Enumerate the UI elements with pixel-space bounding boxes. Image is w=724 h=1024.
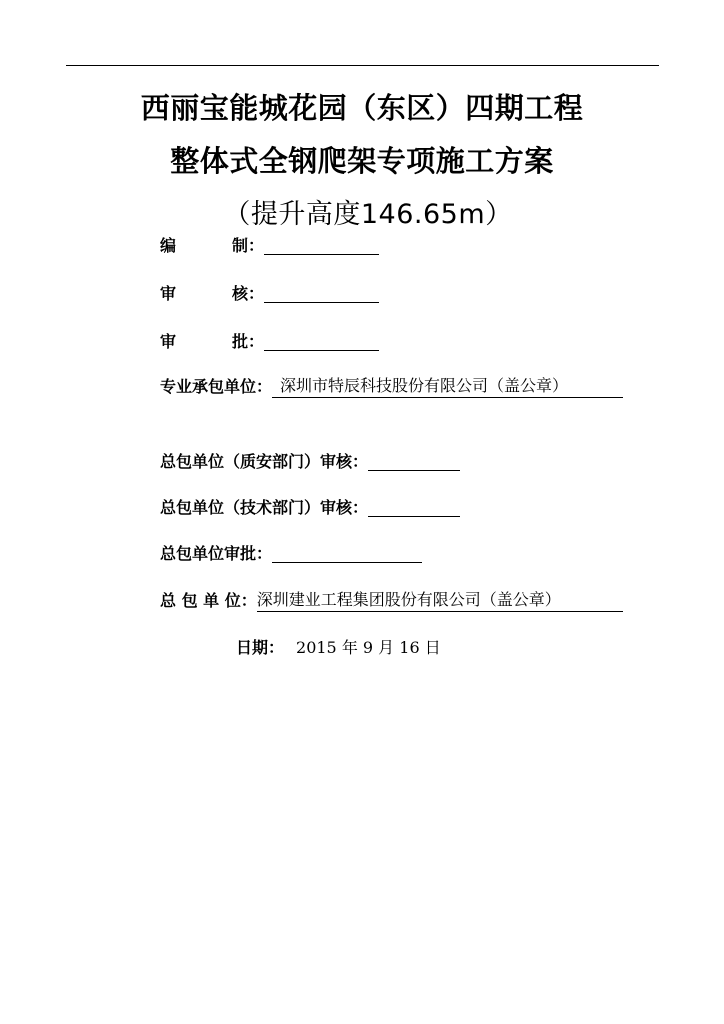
gc-row [160,589,623,613]
date-row [236,636,441,660]
reviewer-blank[interactable] [264,282,379,303]
reviewer-row [160,282,379,306]
tech-review-blank[interactable] [368,496,460,517]
contractor-value: 深圳市特辰科技股份有限公司（盖公章） [272,375,623,398]
compiler-label-b: 制： [232,236,265,255]
project-title: 西丽宝能城花园（东区）四期工程 [140,91,584,125]
gc-approval-label: 总包单位审批： [160,544,273,563]
compiler-blank[interactable] [264,234,379,255]
contractor-label: 专业承包单位： [160,377,273,396]
gc-approval-blank[interactable] [272,542,422,563]
approver-blank[interactable] [264,330,379,351]
tech-review-label: 总包单位（技术部门）审核： [160,498,369,517]
top-rule [66,65,659,66]
gc-value: 深圳建业工程集团股份有限公司（盖公章） [257,589,623,612]
qa-review-blank[interactable] [368,450,460,471]
compiler-row [160,234,379,258]
compiler-label-a: 编 [160,236,177,255]
approver-label-b: 批： [232,332,265,351]
qa-review-row [160,450,460,474]
date-label: 日期： [236,638,285,657]
gc-approval-row [160,542,422,566]
qa-review-label: 总包单位（质安部门）审核： [160,452,369,471]
approver-label-a: 审 [160,332,177,351]
lift-height-subtitle: （提升高度146.65m） [223,199,513,230]
gc-label: 总 包 单 位： [160,591,257,610]
contractor-row [160,375,623,399]
document-title: 整体式全钢爬架专项施工方案 [170,144,554,178]
reviewer-label-a: 审 [160,284,177,303]
tech-review-row [160,496,460,520]
reviewer-label-b: 核： [232,284,265,303]
approver-row [160,330,379,354]
date-value: 2015 年 9 月 16 日 [296,638,441,657]
